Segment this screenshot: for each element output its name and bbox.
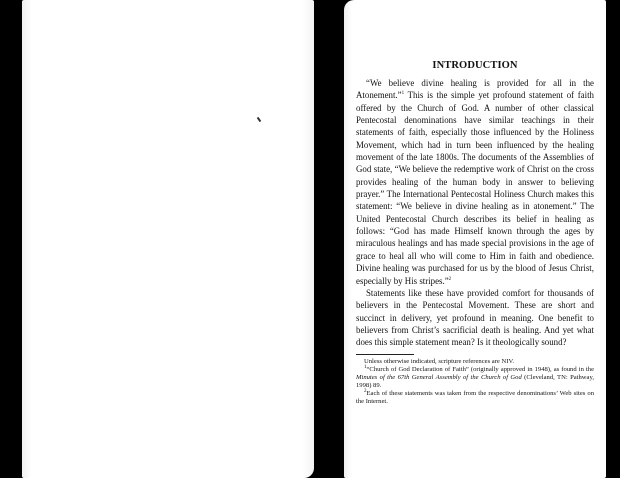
footnotes [356, 358, 594, 406]
paragraph-1 [356, 77, 594, 287]
page-content [356, 60, 594, 406]
footnote-1-title: Minutes of the 67th General Assembly of the Church of God [356, 373, 522, 381]
footnote-rule [356, 354, 414, 355]
scan-speck [257, 117, 262, 122]
footnote-1-text-a: “Church of God Declaration of Faith” (originally approved in 1948), as found in the [366, 365, 594, 373]
footnote-1-text-b: (Cleveland, TN: Pathway, 1998) 89. [356, 373, 594, 389]
footnote-2-text: Each of these statements was taken from the respective denominations’ Web sites on the Internet. [356, 389, 594, 405]
page-title: INTRODUCTION [432, 60, 518, 71]
footnote-1-number: 1 [364, 364, 367, 370]
left-page [22, 0, 314, 478]
paragraph-2: Statements like these have provided comfort for thousands of believers in the Pentecostal Movement. These are short and succinct in delivery, yet profound in meaning. One benefit to believers from Christ’s sacrificial death is healing. And yet what does this simple statement mean? Is it theologically sound? [356, 287, 594, 348]
footnote-ref-2: 2 [448, 276, 452, 282]
paragraph-1-quote: “We believe divine healing is provided for all in the Atonement.” [356, 78, 594, 101]
footnote-2 [356, 390, 594, 406]
paragraph-1-body: This is the simple yet profound statement of faith offered by the Church of God. A number of other classical Pentecostal denominations have similar teachings in their statements of faith, especially those influenced by the Holiness Movement, which had in turn been influenced by the healing movement of the late 1800s. The documents of the Assemblies of God state, “We believe the redemptive work of Christ on the cross provides healing of the human body in answer to believing prayer.” The International Pentecostal Holiness Church makes this statement: “We believe in divine healing as in atonement.” The United Pentecostal Church describes its belief in healing as follows: “God has made Himself known through the ages by miraculous healings and has made special provisions in the age of grace to heal all who will come to Him in faith and obedience. Divine healing was purchased for us by the blood of Jesus Christ, especially by His stripes.” [356, 90, 594, 286]
footnote-intro: Unless otherwise indicated, scripture references are NIV. [364, 357, 515, 365]
footnote-2-number: 2 [364, 388, 367, 394]
right-page [344, 0, 606, 478]
body-text [356, 77, 594, 349]
footnote-ref-1: 1 [401, 91, 405, 97]
footnote-1 [356, 366, 594, 390]
